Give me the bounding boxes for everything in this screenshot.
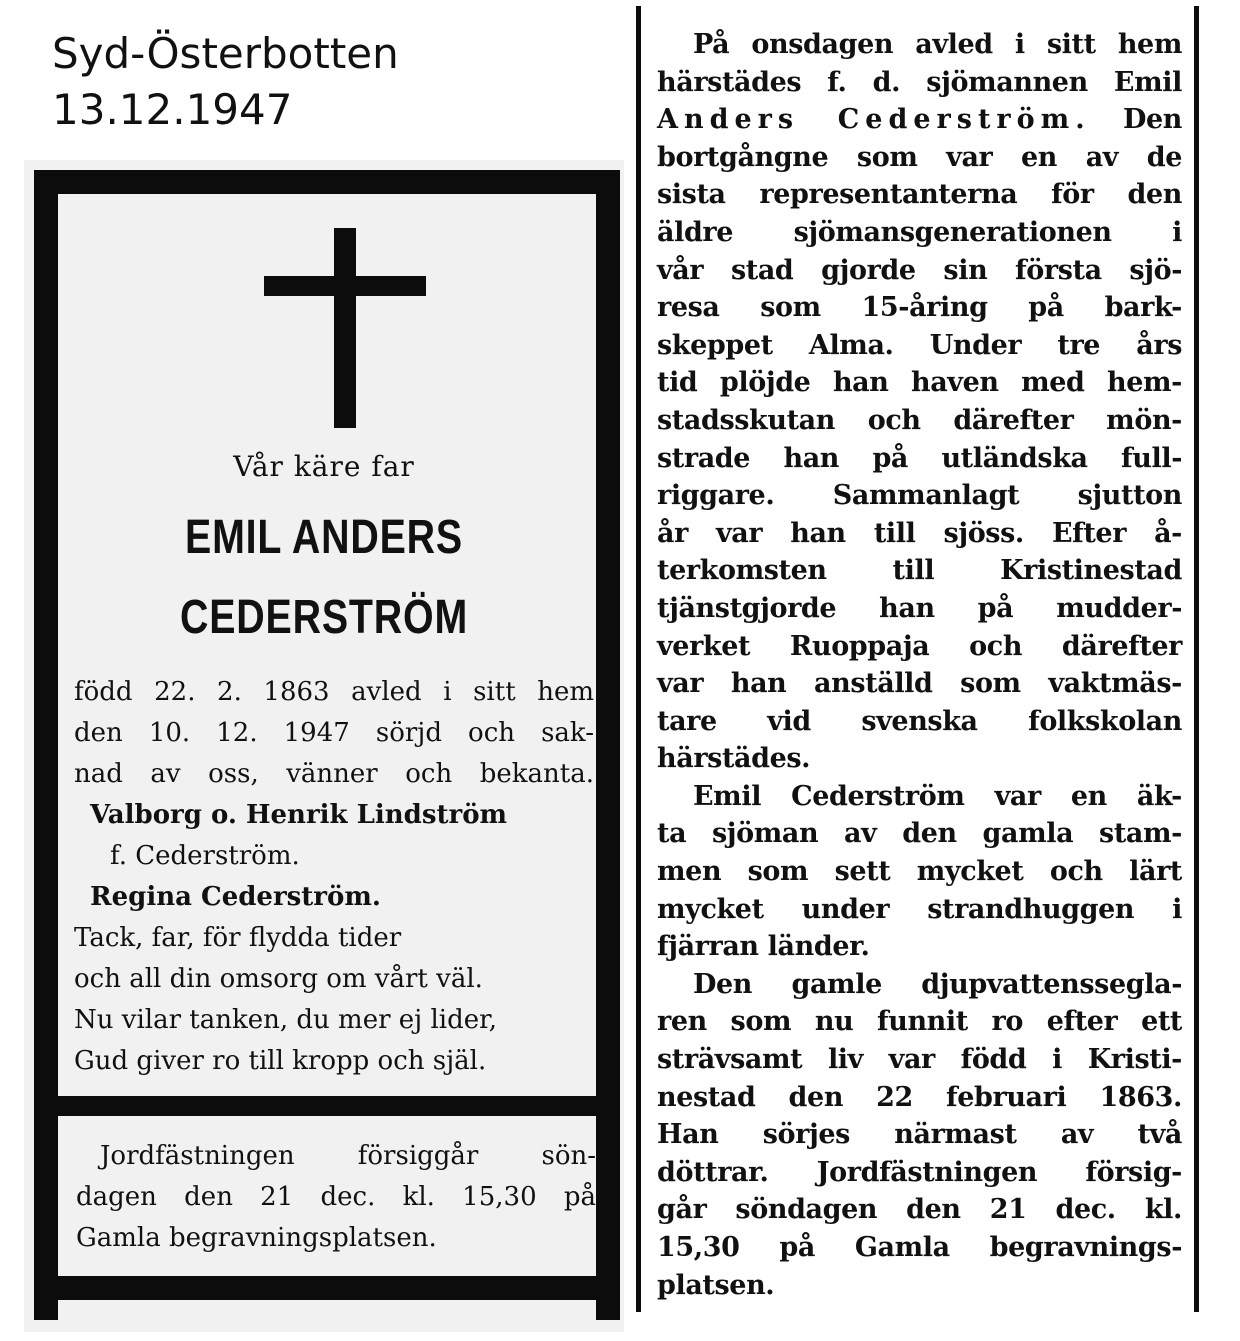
verse-line: Nu vilar tanken, du mer ej lider, <box>74 1005 497 1035</box>
publication-date: 13.12.1947 <box>52 85 293 134</box>
cross-icon <box>334 228 356 428</box>
article-line: fjärran länder. <box>657 931 870 963</box>
article-line: Den gamle djupvattensseglа- <box>693 968 1182 1000</box>
notice-body <box>74 672 594 1082</box>
notice-divider <box>48 1096 608 1116</box>
article-line: strade han på utländska full- <box>657 442 1182 474</box>
notice-border-left <box>34 170 58 1320</box>
clipping-caption <box>52 26 399 138</box>
newspaper-name: Syd-Österbotten <box>52 29 399 78</box>
article-line <box>657 101 1182 139</box>
verse-line: Gud giver ro till kropp och själ. <box>74 1046 487 1076</box>
article-line: skeppet Alma. Under tre års <box>657 329 1182 361</box>
article-line: resa som 15-åring på bark- <box>657 292 1182 324</box>
article-line: Emil Cederström var en äk- <box>693 780 1182 812</box>
mourner-name: Regina Cederström. <box>90 882 381 912</box>
article-line: vår stad gjorde sin första sjö- <box>657 254 1182 286</box>
article-line: ta sjöman av den gamla stam- <box>657 818 1182 850</box>
deceased-name-last: CEDERSTRÖM <box>179 591 469 644</box>
article-line: år var han till sjöss. Efter å- <box>657 517 1182 549</box>
article-line: tare vid svenska folkskolan <box>657 705 1182 737</box>
deceased-name-emphasis: Anders Cederström. <box>657 104 1091 136</box>
article-line: mycket under strandhuggen i <box>657 893 1182 925</box>
notice-border-top <box>34 170 620 194</box>
notice-line: nad av oss, vänner och bekanta. <box>74 759 594 789</box>
notice-line: född 22. 2. 1863 avled i sitt hem <box>74 677 594 707</box>
article-line: verket Ruoppaja och därefter <box>657 630 1182 662</box>
article-line: härstädes. <box>657 743 811 775</box>
article-line: riggare. Sammanlagt sjutton <box>657 480 1182 512</box>
notice-border-right <box>596 170 620 1320</box>
obituary-article <box>657 26 1182 1304</box>
column-rule-right <box>1194 6 1199 1312</box>
article-line: men som sett mycket och lärt <box>657 856 1182 888</box>
article-line: 15,30 på Gamla begravnings- <box>657 1232 1182 1263</box>
article-line: ren som nu funnit ro efter ett <box>657 1006 1182 1038</box>
mourner-maiden-name: f. Cederström. <box>110 841 300 871</box>
article-line: platsen. <box>657 1269 775 1301</box>
article-line: terkomsten till Kristinestad <box>657 555 1182 587</box>
article-line: tjänstgjorde han på mudder- <box>657 592 1182 624</box>
column-rule-left <box>636 6 641 1312</box>
mourner-name: Valborg o. Henrik Lindström <box>90 800 508 830</box>
article-line: strävsamt liv var född i Kristi- <box>657 1044 1182 1076</box>
notice-intro: Vår käre far <box>233 450 415 483</box>
cross-icon-bar <box>264 276 426 296</box>
article-line: På onsdagen avled i sitt hem <box>693 29 1182 60</box>
article-line: går söndagen den 21 dec. kl. <box>657 1194 1182 1226</box>
article-line: tid plöjde han haven med hem- <box>657 367 1182 399</box>
funeral-info <box>76 1136 596 1259</box>
verse-line: och all din omsorg om vårt väl. <box>74 964 483 994</box>
verse-line: Tack, far, för flydda tider <box>74 923 402 953</box>
article-line: sista representanterna för den <box>657 179 1182 211</box>
article-line: äldre sjömansgenerationen i <box>657 216 1182 248</box>
deceased-name-first: EMIL ANDERS <box>184 511 464 564</box>
notice-line: den 10. 12. 1947 sörjd och sak- <box>74 718 594 748</box>
funeral-line: Jordfästningen försiggår sön- <box>100 1141 596 1171</box>
article-line: nestad den 22 februari 1863. <box>657 1081 1182 1113</box>
funeral-line: dagen den 21 dec. kl. 15,30 på <box>76 1182 596 1212</box>
article-line: döttrar. Jordfästningen försig- <box>657 1156 1182 1188</box>
article-line: bortgångne som var en av de <box>657 141 1182 173</box>
article-line: var han anställd som vaktmäs- <box>657 668 1182 700</box>
article-word: Den <box>1122 104 1182 136</box>
article-line: Han sörjes närmast av två <box>657 1119 1182 1151</box>
article-line: stadsskutan och därefter mön- <box>657 404 1182 436</box>
notice-border-bottom <box>34 1276 620 1300</box>
funeral-line: Gamla begravningsplatsen. <box>76 1223 437 1253</box>
article-line: härstädes f. d. sjömannen Emil <box>657 66 1182 98</box>
death-notice <box>24 160 624 1332</box>
